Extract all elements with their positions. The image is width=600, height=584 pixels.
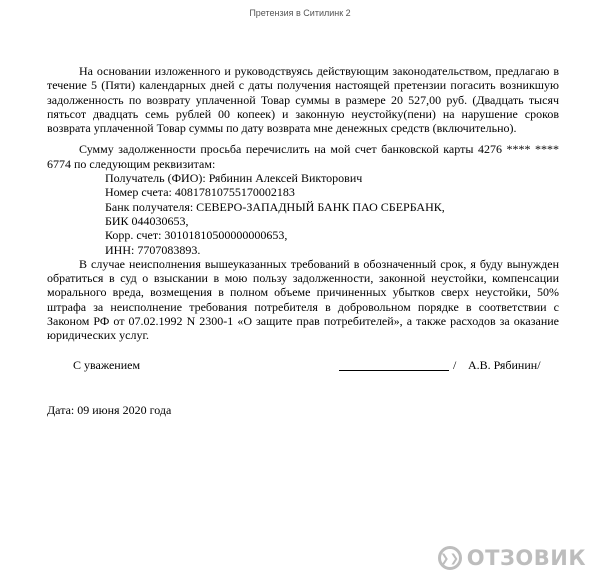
requisite-bik: БИК 044030653, <box>105 213 189 228</box>
signature-slash: / <box>453 357 457 372</box>
regards-text: С уважением <box>73 357 141 372</box>
letter-body <box>47 64 559 429</box>
requisite-recipient: Получатель (ФИО): Рябинин Алексей Викторович <box>105 171 363 186</box>
document-date: Дата: 09 июня 2020 года <box>47 402 172 417</box>
signature-line <box>339 370 449 371</box>
signer-name: А.В. Рябинин/ <box>468 357 541 372</box>
otzovik-logo-icon: ❯❯ <box>438 546 462 570</box>
paragraph-demand: На основании изложенного и руководствуясь действующим законодательством, предлагаю в течение 5 (Пяти) календарных дней с даты получения настоящей претензии погасить возникшую задолженность по возврату уплаченной Товар суммы в размере 20 527,00 руб. (Двадцать тысяч пятьсот двадцать семь рублей 00 копеек) и законную неустойку(пени) на нарушение сроков возврата уплаченной Товар суммы по дату возврата мне денежных средств (включительно). <box>47 64 559 136</box>
paragraph-payment: Сумму задолженности просьба перечислить на мой счет банковской карты 4276 **** **** 6774 по следующим реквизитам: <box>47 142 559 171</box>
requisite-corr: Корр. счет: 30101810500000000653, <box>105 228 288 243</box>
otzovik-watermark <box>438 546 586 570</box>
requisite-account: Номер счета: 40817810755170002183 <box>105 185 295 200</box>
requisite-inn: ИНН: 7707083893. <box>105 242 201 257</box>
watermark-text: ОТЗОВИК <box>466 546 586 570</box>
signature-row <box>47 358 559 374</box>
paragraph-consequences: В случае неисполнения вышеуказанных требований в обозначенный срок, я буду вынужден обратиться в суд о взыскании в мою пользу задолженности, законной неустойки, компенсации морального вреда, возмещения в полном объеме причиненных убытков сверх неустойки, 50% штрафа за неисполнение требования потребителя в добровольном порядке в соответствии с Законом РФ от 07.02.1992 N 2300-1 «О защите прав потребителей», а также расходов за оказание юридических услуг. <box>47 256 559 343</box>
requisite-bank: Банк получателя: СЕВЕРО-ЗАПАДНЫЙ БАНК ПАО СБЕРБАНК, <box>105 199 445 214</box>
requisites-block <box>47 171 559 257</box>
page-header-title: Претензия в Ситилинк 2 <box>249 8 351 18</box>
